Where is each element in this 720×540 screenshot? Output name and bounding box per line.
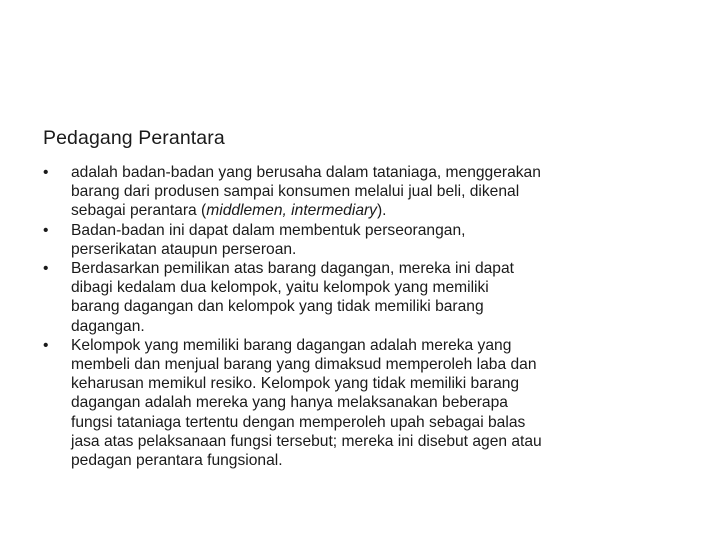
bullet-item [43, 259, 683, 336]
bullet-text [71, 336, 683, 470]
bullet-line [71, 201, 683, 220]
bullet-line: dagangan. [71, 317, 145, 335]
bullet-line: Kelompok yang memiliki barang dagangan adalah mereka yang [71, 336, 512, 354]
slide-title: Pedagang Perantara [43, 127, 225, 149]
bullet-line: fungsi tataniaga tertentu dengan memperoleh upah sebagai balas [71, 413, 526, 431]
bullet-line: dibagi kedalam dua kelompok, yaitu kelompok yang memiliki [71, 279, 489, 297]
bullet-line: adalah badan-badan yang berusaha dalam tataniaga, menggerakan [71, 164, 541, 181]
bullet-line: membeli dan menjual barang yang dimaksud memperoleh laba dan [71, 356, 537, 374]
bullet-text-prefix: sebagai perantara ( [71, 202, 207, 220]
bullet-marker: • [43, 164, 49, 181]
bullet-line: barang dari produsen sampai konsumen melalui jual beli, dikenal [71, 183, 520, 201]
bullet-item [43, 221, 683, 259]
bullet-marker: • [43, 221, 49, 239]
bullet-text-italic: middlemen, intermediary [206, 202, 377, 220]
bullet-line: barang dagangan dan kelompok yang tidak memiliki barang [71, 298, 484, 316]
bullet-text [71, 163, 683, 221]
bullet-line: keharusan memikul resiko. Kelompok yang tidak memiliki barang [71, 375, 520, 393]
bullet-line: pedagan perantara fungsional. [71, 452, 283, 470]
bullet-item [43, 163, 683, 221]
bullet-marker: • [43, 336, 49, 354]
bullet-line: Badan-badan ini dapat dalam membentuk perseorangan, [71, 221, 466, 239]
bullet-text [71, 221, 683, 259]
bullet-list [43, 163, 683, 470]
bullet-item [43, 336, 683, 470]
bullet-line: jasa atas pelaksanaan fungsi tersebut; mereka ini disebut agen atau [71, 432, 542, 450]
bullet-marker: • [43, 260, 49, 278]
bullet-line: perserikatan ataupun perseroan. [71, 240, 297, 258]
bullet-line: Berdasarkan pemilikan atas barang dagangan, mereka ini dapat [71, 260, 514, 278]
bullet-text [71, 259, 683, 336]
bullet-line: dagangan adalah mereka yang hanya melaksanakan beberapa [71, 394, 508, 412]
bullet-text-suffix: ). [376, 202, 387, 220]
